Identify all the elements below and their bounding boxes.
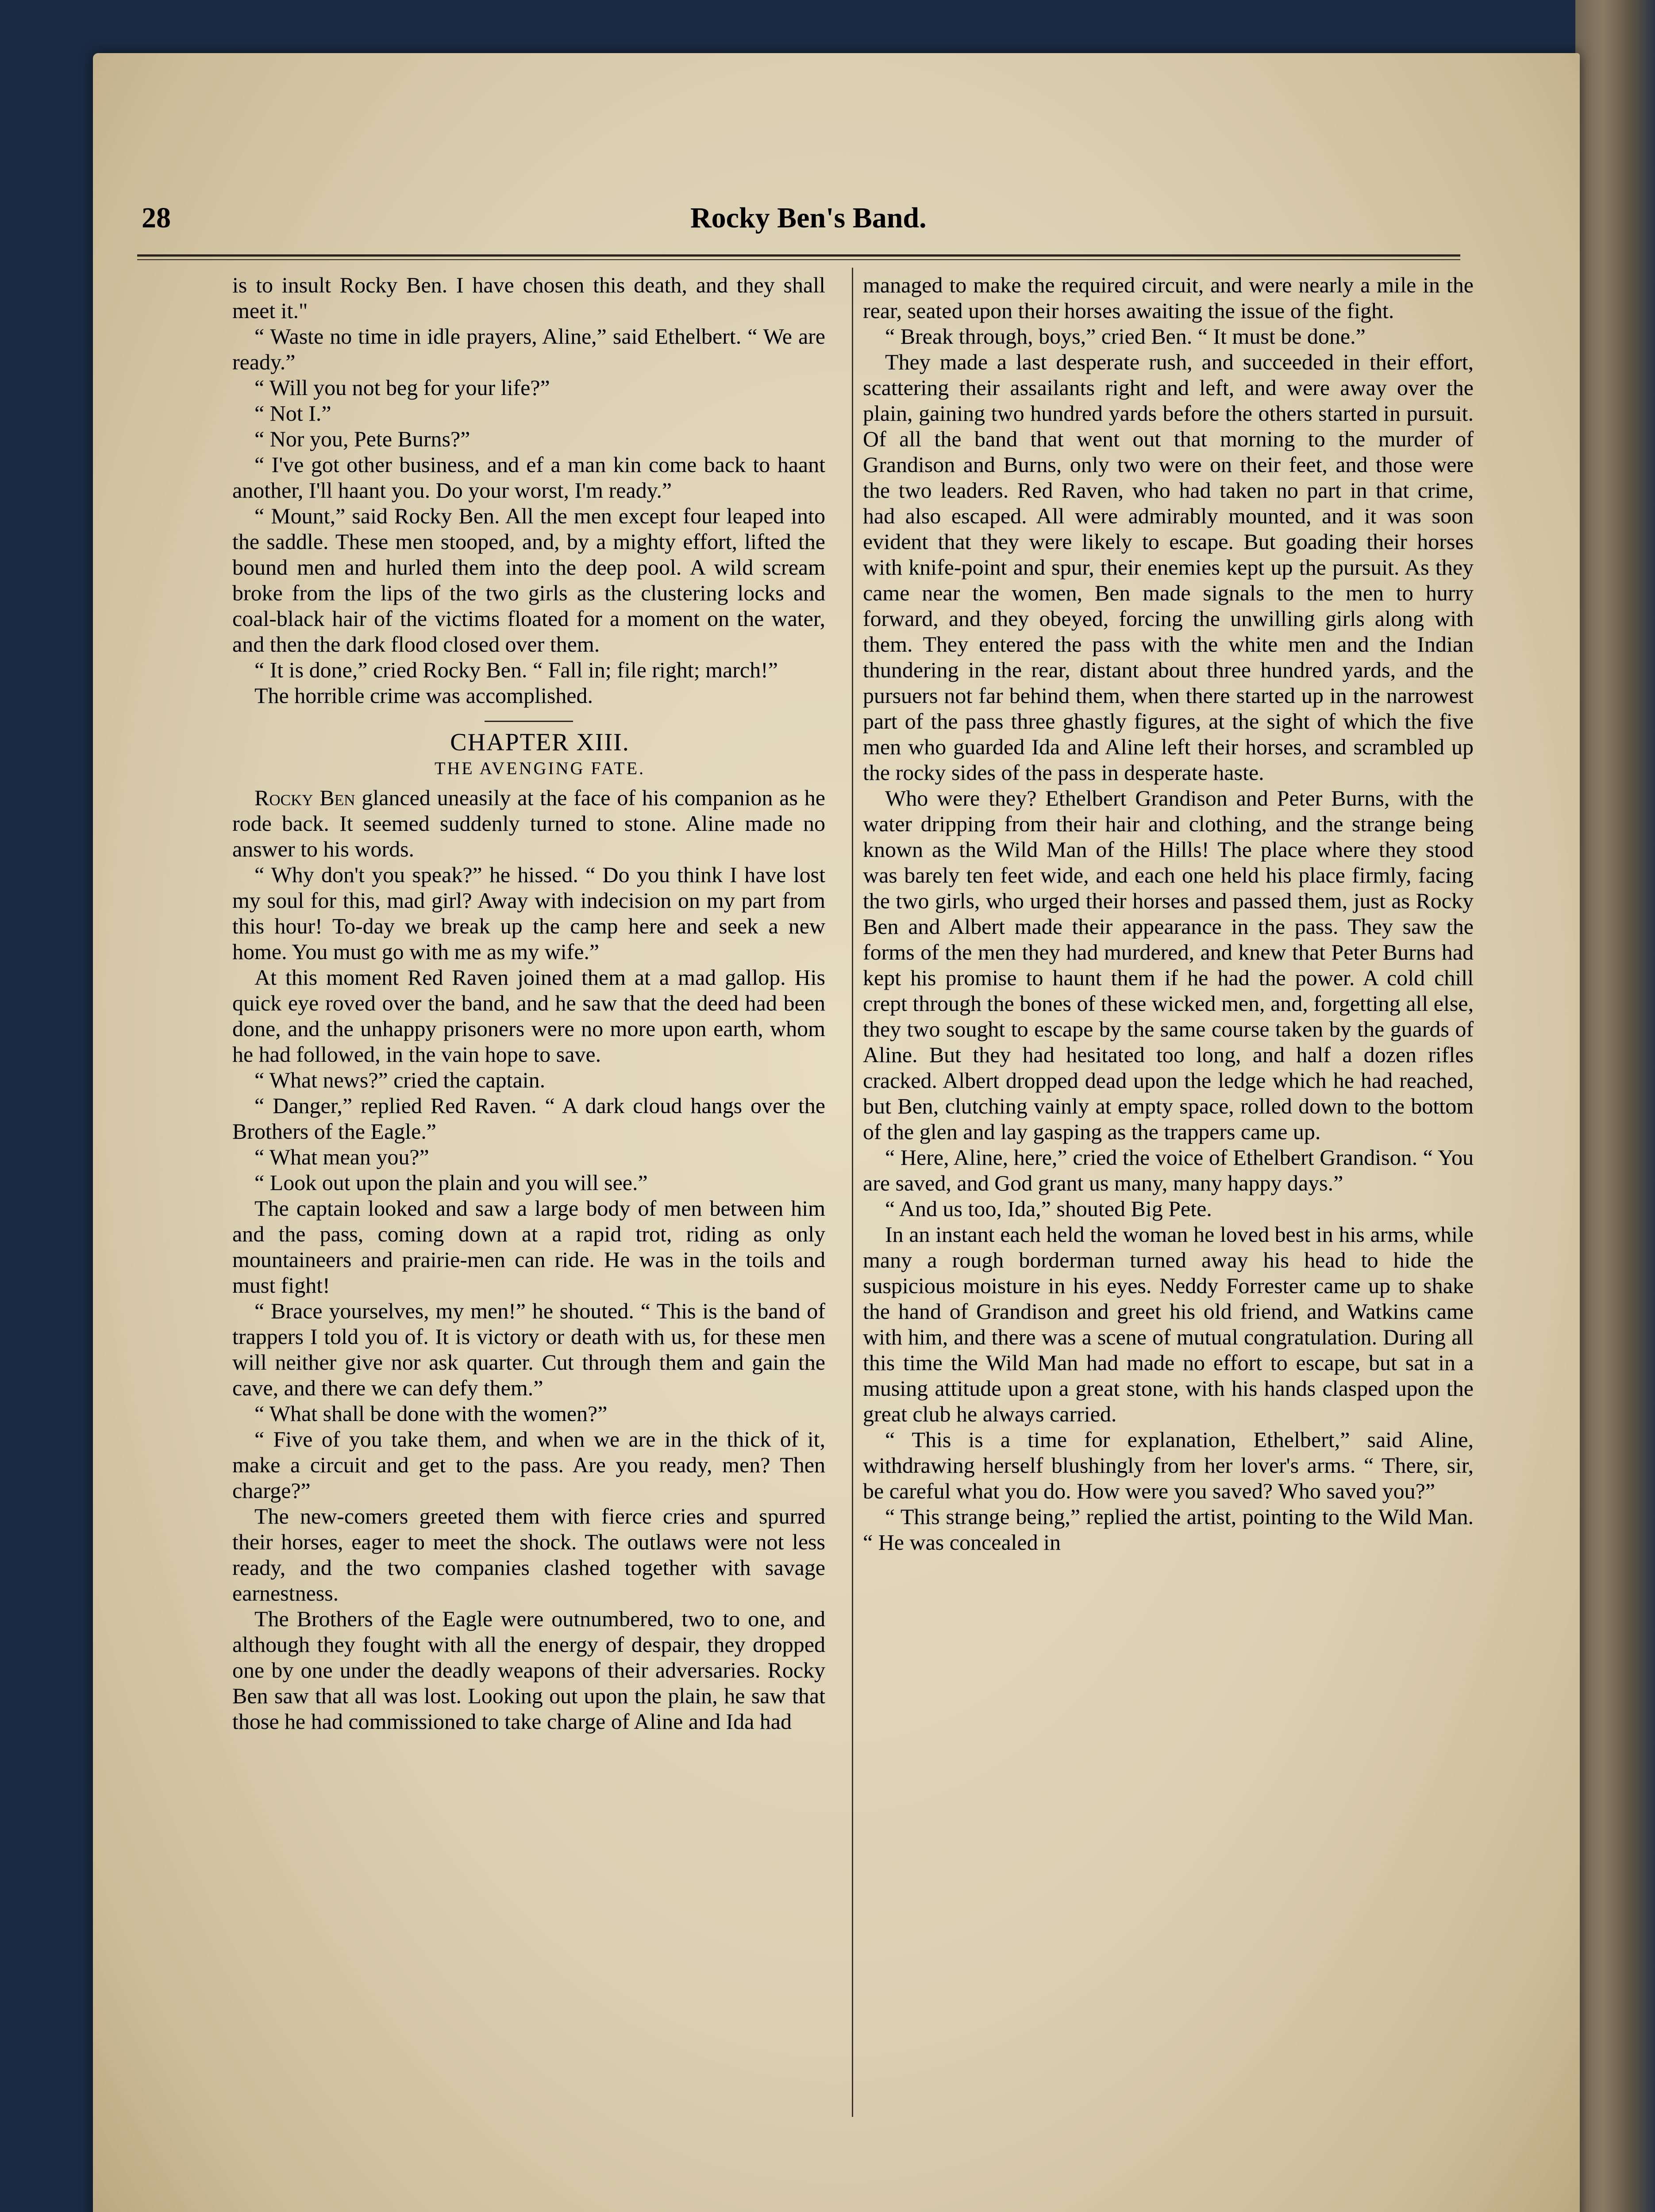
paragraph: managed to make the required circuit, and were nearly a mile in the rear, seated upon their horses awaiting the issue of the fight. <box>863 273 1474 323</box>
paragraph: In an instant each held the woman he loved best in his arms, while many a rough borderman turned away his head to hide the suspicious moisture in his eyes. Neddy Forrester came up to shake the hand of Grandison and greet his old friend, and Watkins came with him, and there was a scene of mutual congratulation. During all this time the Wild Man had made no effort to escape, but sat in a musing attitude upon a great stone, with his hands clasped upon the great club he always carried. <box>863 1222 1474 1426</box>
paragraph: The horrible crime was accomplished. <box>254 683 593 708</box>
running-head: Rocky Ben's Band. <box>690 202 927 234</box>
paragraph: “ This is a time for explanation, Ethelbert,” said Aline, withdrawing herself blushingly from her lover's arms. “ There, sir, be careful what you do. How were you saved? Who saved you?” <box>863 1427 1474 1503</box>
paragraph: “ Brace yourselves, my men!” he shouted. “ This is the band of trappers I told you of. It is victory or death with us, for these men will neither give nor ask quarter. Cut through them and gain the cave, and there we can defy them.” <box>232 1298 825 1400</box>
chapter-heading <box>232 721 825 780</box>
chapter-subtitle: THE AVENGING FATE. <box>434 758 646 778</box>
paragraph: “ Why don't you speak?” he hissed. “ Do you think I have lost my soul for this, mad girl? Away with indecision on my part from this hour! To-day we break up the camp here and seek a new home. You must go with me as my wife.” <box>232 862 825 964</box>
chapter-opening-paragraph <box>232 785 825 862</box>
page-number: 28 <box>142 202 171 234</box>
paragraph: “ Nor you, Pete Burns?” <box>254 426 470 451</box>
paragraph: “ Here, Aline, here,” cried the voice of Ethelbert Grandison. “ You are saved, and God grant us many, many happy days.” <box>863 1145 1474 1195</box>
paragraph: “ Will you not beg for your life?” <box>254 375 550 400</box>
paragraph: Who were they? Ethelbert Grandison and Peter Burns, with the water dripping from their hair and clothing, and the strange being known as the Wild Man of the Hills! The place where they stood was barely ten feet wide, and each one held his place firmly, facing the two girls, who urged their horses and passed them, just as Rocky Ben and Albert made their appearance in the pass. They saw the forms of the men they had murdered, and knew that Peter Burns had kept his promise to haunt them if he had the power. A cold chill crept through the bones of these wicked men, and, forgetting all else, they two sought to escape by the same course taken by the guards of Aline. But they had hesitated too long, and half a dozen rifles cracked. Albert dropped dead upon the ledge which he had reached, but Ben, clutching vainly at empty space, rolled down to the bottom of the glen and lay gasping as the trappers came up. <box>863 786 1474 1144</box>
paragraph: The Brothers of the Eagle were outnumbered, two to one, and although they fought with all the energy of despair, they dropped one by one under the deadly weapons of their adversaries. Rocky Ben saw that all was lost. Looking out upon the plain, he saw that those he had commissioned to take charge of Aline and Ida had <box>232 1606 825 1734</box>
paragraph: “ Five of you take them, and when we are in the thick of it, make a circuit and get to the pass. Are you ready, men? Then charge?” <box>232 1427 825 1503</box>
left-column <box>232 272 825 1734</box>
paragraph: “ And us too, Ida,” shouted Big Pete. <box>885 1196 1212 1221</box>
right-column <box>863 272 1474 1555</box>
chapter-title: CHAPTER XIII. <box>450 729 630 756</box>
paragraph: “ Waste no time in idle prayers, Aline,” said Ethelbert. “ We are ready.” <box>232 324 825 374</box>
paragraph: “ What news?” cried the captain. <box>254 1068 546 1092</box>
paragraph: The captain looked and saw a large body of men between him and the pass, coming down at a rapid trot, riding as only mountaineers and prairie-men can ride. He was in the toils and must fight! <box>232 1196 825 1298</box>
paragraph: “ It is done,” cried Rocky Ben. “ Fall in; file right; march!” <box>254 657 778 682</box>
paragraph: “ What mean you?” <box>254 1144 429 1169</box>
paragraph: “ Not I.” <box>254 401 331 426</box>
paragraph: At this moment Red Raven joined them at a mad gallop. His quick eye roved over the band, and he saw that the deed had been done, and the unhappy prisoners were no more upon earth, whom he had followed, in the vain hope to save. <box>232 965 825 1067</box>
paragraph: “ This strange being,” replied the artist, pointing to the Wild Man. “ He was concealed in <box>863 1504 1474 1555</box>
paragraph: “ Mount,” said Rocky Ben. All the men except four leaped into the saddle. These men stooped, and, by a mighty effort, lifted the bound men and hurled them into the deep pool. A wild scream broke from the lips of the two girls as the clustering locks and coal-black hair of the victims floated for a moment on the water, and then the dark flood closed over them. <box>232 503 825 657</box>
paragraph: “ What shall be done with the women?” <box>254 1401 608 1426</box>
paragraph: is to insult Rocky Ben. I have chosen this death, and they shall meet it." <box>232 273 825 323</box>
header-rule <box>137 254 1460 260</box>
background-adjacent-page <box>1575 0 1655 2212</box>
paragraph: “ I've got other business, and ef a man kin come back to haant another, I'll haant you. Do your worst, I'm ready.” <box>232 452 825 503</box>
paragraph: “ Look out upon the plain and you will see.” <box>254 1170 648 1195</box>
paragraph: “ Danger,” replied Red Raven. “ A dark cloud hangs over the Brothers of the Eagle.” <box>232 1093 825 1144</box>
chapter-rule <box>485 721 573 722</box>
opening-smallcaps: Rocky Ben <box>254 785 355 810</box>
paragraph: They made a last desperate rush, and succeeded in their effort, scattering their assailants right and left, and were away over the plain, gaining two hundred yards before the others started in pursuit. Of all the band that went out that morning to the murder of Grandison and Burns, only two were on their feet, and those were the two leaders. Red Raven, who had taken no part in that crime, had also escaped. All were admirably mounted, and it was soon evident that they were likely to escape. But goading their horses with knife-point and spur, their enemies kept up the pursuit. As they came near the women, Ben made signals to the men to hurry forward, and they obeyed, forcing the unwilling girls along with them. They entered the pass with the white men and the Indian thundering in the rear, distant about three hundred yards, and the pursuers not far behind them, when there started up in the narrowest part of the pass three ghastly figures, at the sight of which the five men who guarded Ida and Aline left their horses, and scrambled up the rocky sides of the pass in desperate haste. <box>863 349 1474 785</box>
paragraph: The new-comers greeted them with fierce cries and spurred their horses, eager to meet the shock. The outlaws were not less ready, and the two companies clashed together with savage earnestness. <box>232 1504 825 1605</box>
paragraph: “ Break through, boys,” cried Ben. “ It must be done.” <box>885 324 1366 349</box>
column-divider <box>852 268 853 2117</box>
opening-text: glanced uneasily at the face of his companion as he rode back. It seemed suddenly turned to stone. Aline made no answer to his words. <box>232 785 825 861</box>
